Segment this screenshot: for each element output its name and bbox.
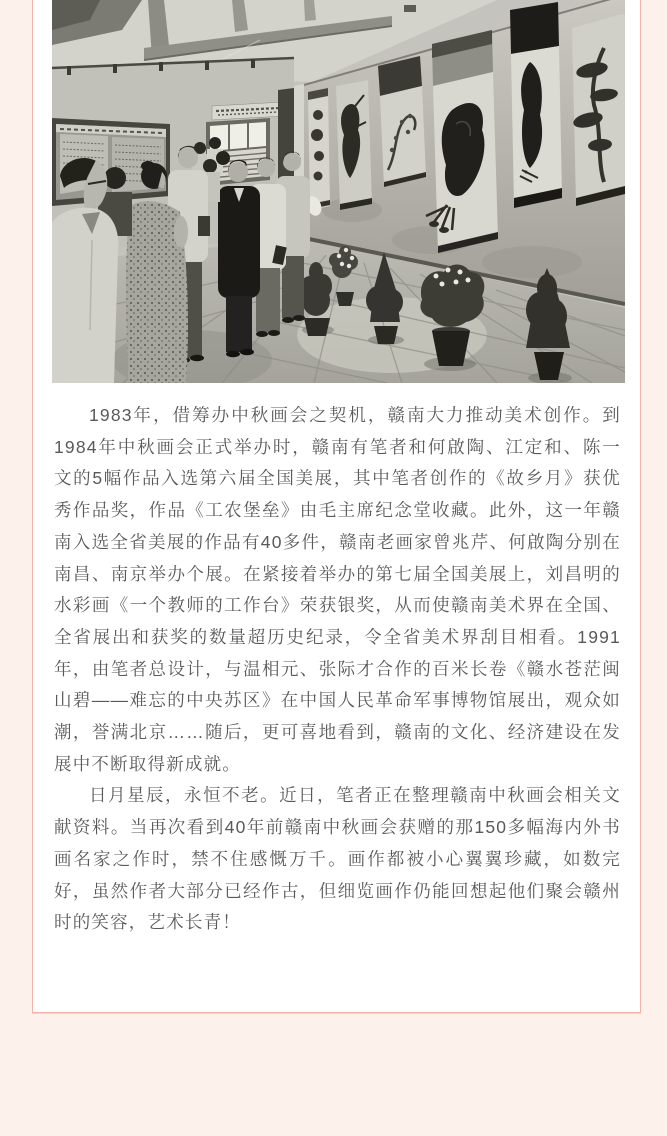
- article-paragraph: 1983年，借筹办中秋画会之契机，赣南大力推动美术创作。到1984年中秋画会正式举办时，赣南有笔者和何啟陶、江定和、陈一文的5幅作品入选第六届全国美展，其中笔者创作的《故乡月》获优秀作品奖，作品《工农堡垒》由毛主席纪念堂收藏。此外，这一年赣南入选全省美展的作品有40多件，赣南老画家曾兆芹、何啟陶分别在南昌、南京举办个展。在紧接着举办的第七届全国美展上，刘昌明的水彩画《一个教师的工作台》荣获银奖，从而使赣南美术界在全国、全省展出和获奖的数量超历史纪录，令全省美术界刮目相看。1991年，由笔者总设计，与温相元、张际才合作的百米长卷《赣水苍茫闽山碧——难忘的中央苏区》在中国人民革命军事博物馆展出，观众如潮，誉满北京……随后，更可喜地看到，赣南的文化、经济建设在发展中不断取得新成就。: [54, 405, 621, 774]
- article-card: [32, 0, 641, 1013]
- exhibition-photo-art: [52, 0, 625, 383]
- article-body: [54, 400, 621, 939]
- article-paragraph: 日月星辰，永恒不老。近日，笔者正在整理赣南中秋画会相关文献资料。当再次看到40年前赣南中秋画会获赠的那150多幅海内外书画名家之作时，禁不住感慨万千。画作都被小心翼翼珍藏，如数完好，虽然作者大部分已经作古，但细览画作仍能回想起他们聚会赣州时的笑容，艺术长青！: [54, 785, 621, 933]
- exhibition-photo[interactable]: [52, 0, 625, 383]
